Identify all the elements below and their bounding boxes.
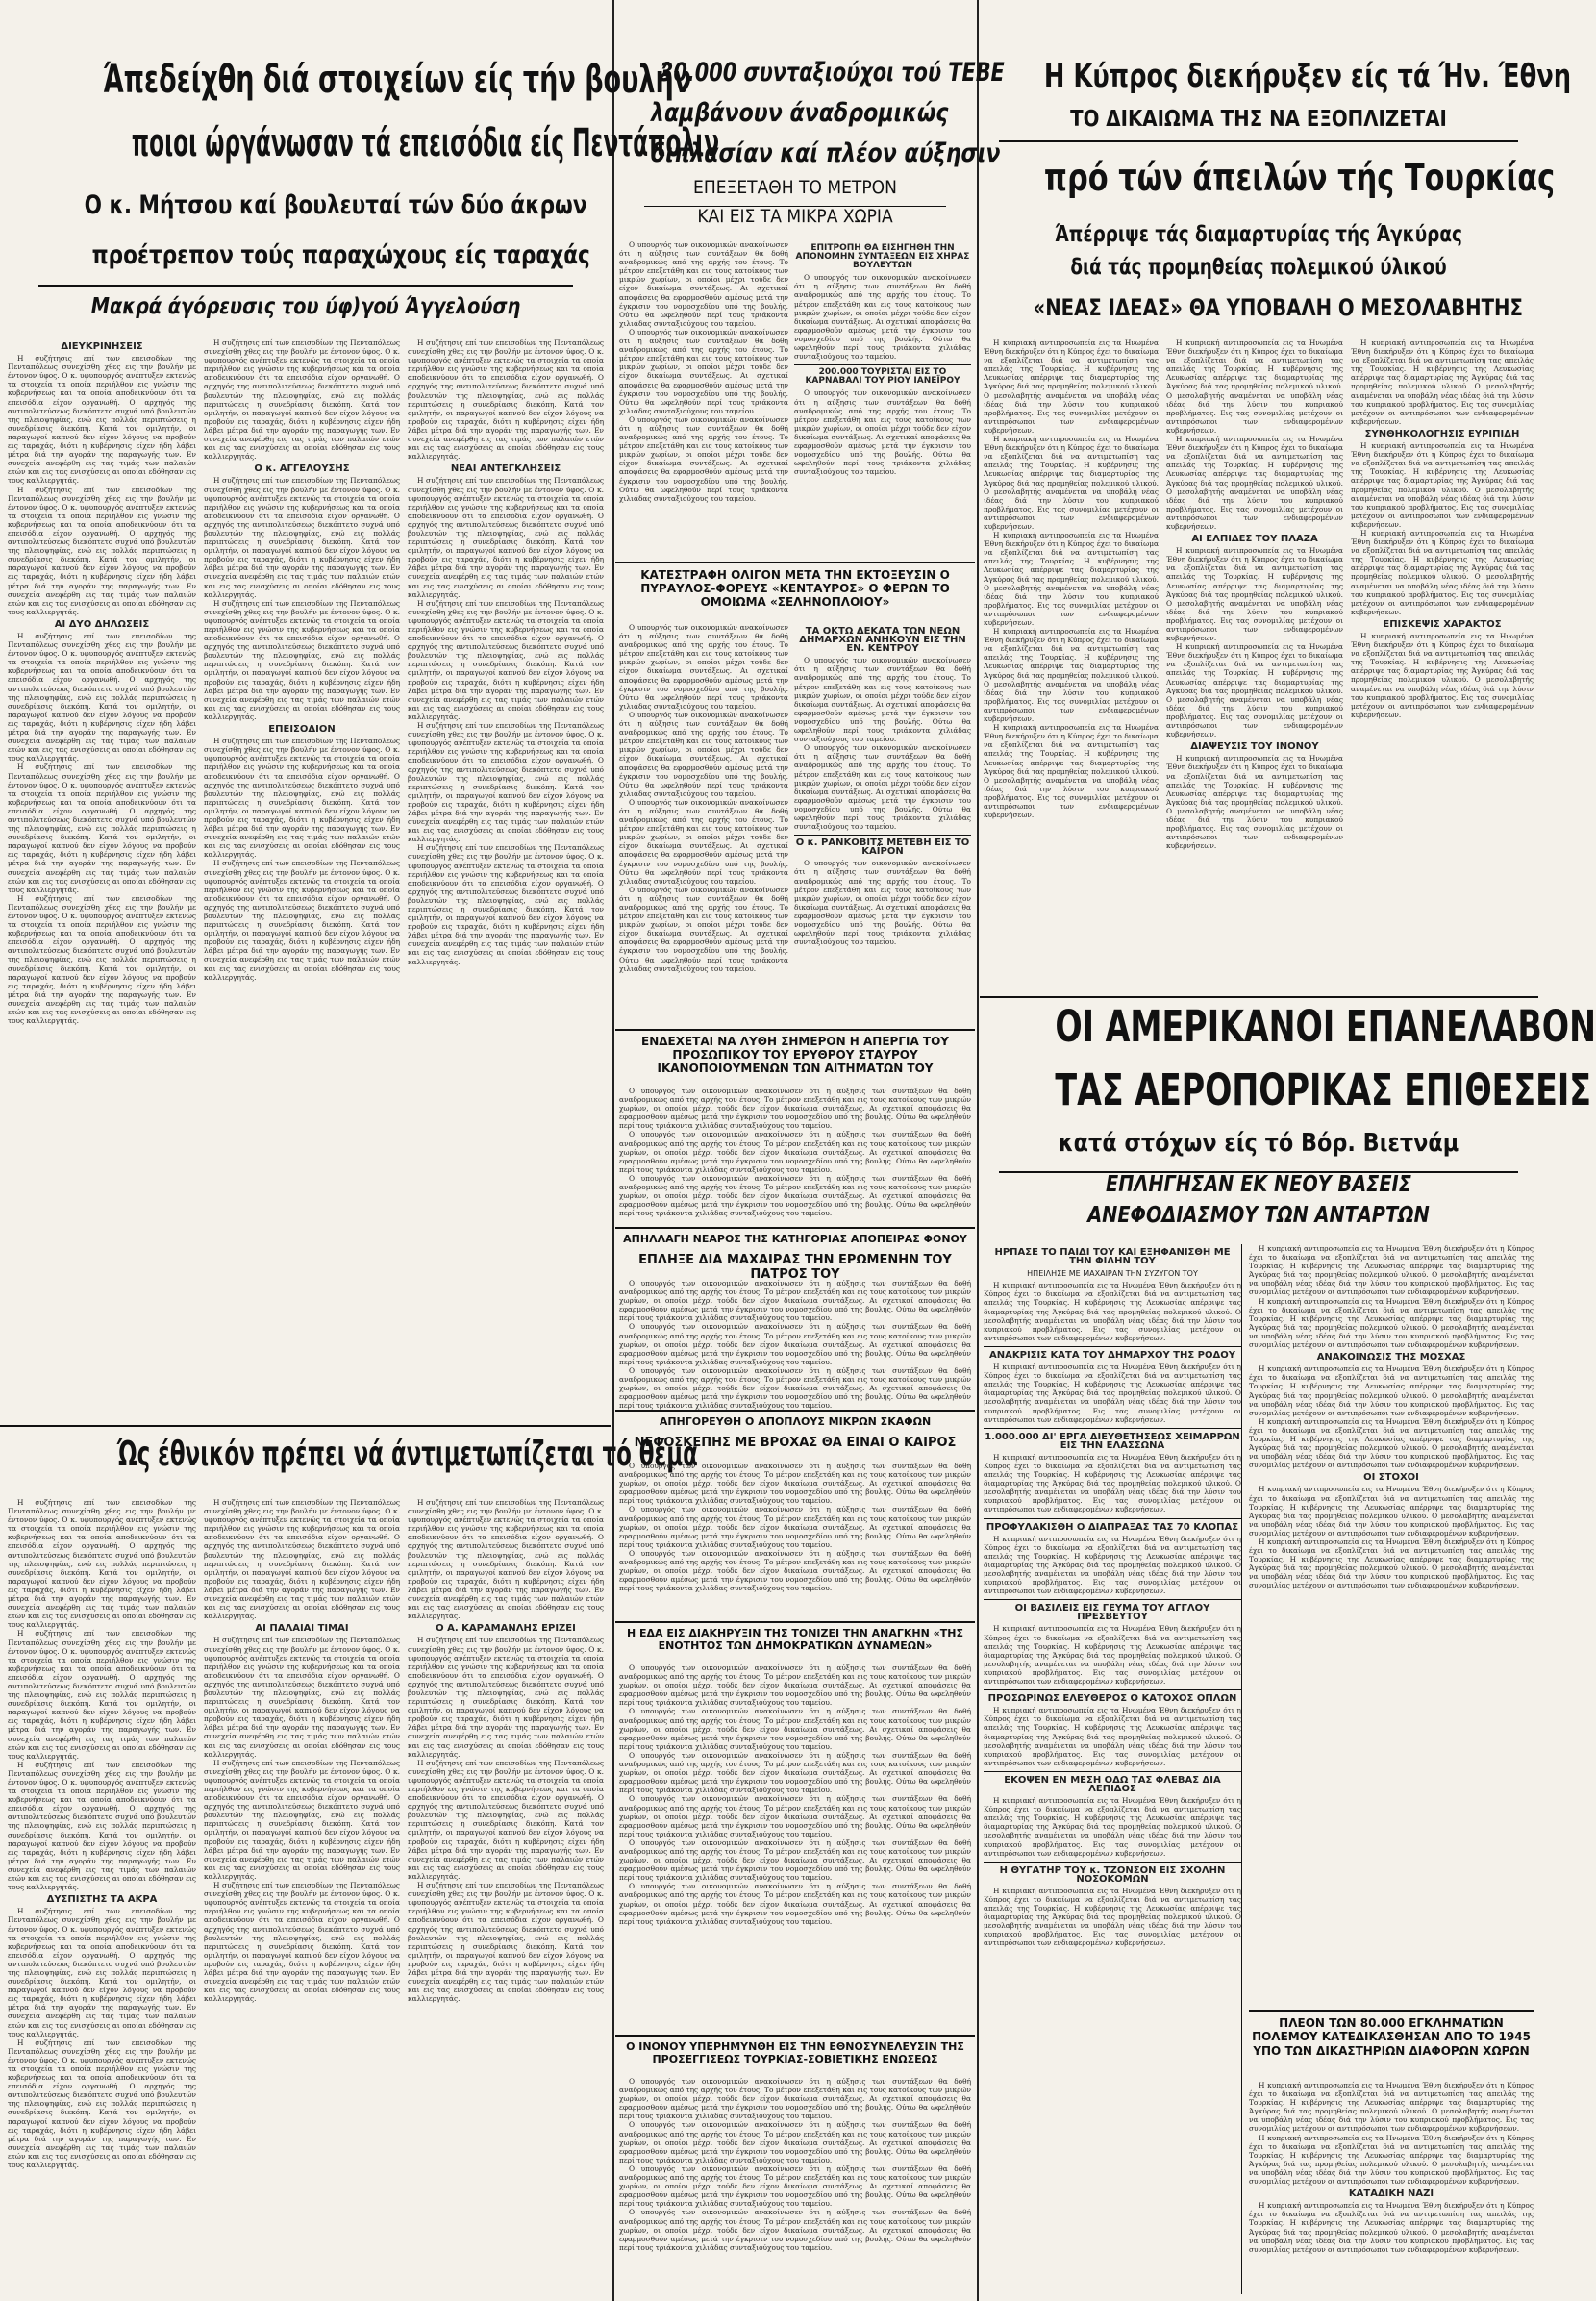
article-text: Η συζήτησις επί των επεισοδίων της Πενταπόλεως συνεχίσθη χθες εις την βουλήν με έντονον ύφος. Ο κ. υφυπουργός ανέπτυξεν εκτενώς τα στοιχεία τα οποία περιήλθον εις γνώσιν της κυβερνήσεως και τα οποία αποδεικνύουν ότι τα επεισόδια είχον οργανωθή. Ο αρχηγός της αντιπολιτεύσεως διεκόπτετο συχνά υπό βουλευτών της πλειοψηφίας, ενώ εις πολλάς περιπτώσεις η συνεδρίασις διεκόπη. Κατά τον ομιλητήν, οι παραγωγοί καπνού δεν είχον λόγους να προβούν εις ταραχάς, διότι η κυβέρνησις είχεν ήδη λάβει μέτρα διά την αγοράν της παραγωγής των. Εν συνεχεία ανεφέρθη εις τας τιμάς των παλαιών ετών και εις τας ενισχύσεις αι οποίαι εδόθησαν εις τους καλλιεργητάς. [408, 843, 604, 966]
article-text: Η συζήτησις επί των επεισοδίων της Πενταπόλεως συνεχίσθη χθες εις την βουλήν με έντονον ύφος. Ο κ. υφυπουργός ανέπτυξεν εκτενώς τα στοιχεία τα οποία περιήλθον εις γνώσιν της κυβερνήσεως και τα οποία αποδεικνύουν ότι τα επεισόδια είχον οργανωθή. Ο αρχηγός της αντιπολιτεύσεως διεκόπτετο συχνά υπό βουλευτών της πλειοψηφίας, ενώ εις πολλάς περιπτώσεις η συνεδρίασις διεκόπη. Κατά τον ομιλητήν, οι παραγωγοί καπνού δεν είχον λόγους να προβούν εις ταραχάς, διότι η κυβέρνησις είχεν ήδη λάβει μέτρα διά την αγοράν της παραγωγής των. Εν συνεχεία ανεφέρθη εις τας τιμάς των παλαιών ετών και εις τας ενισχύσεις αι οποίαι εδόθησαν εις τους καλλιεργητάς. [408, 1636, 604, 1759]
section-heading: ΣΥΝΘΗΚΟΛΟΓΗΣΙΣ ΕΥΡΙΠΙΔΗ [1364, 428, 1520, 439]
section-heading: ΕΠΙΣΚΕΨΙΣ ΧΑΡΑΚΤΟΣ [1383, 618, 1502, 630]
brief-headline: ΚΑΤΕΣΤΡΑΦΗ ΟΛΙΓΟΝ ΜΕΤΑ ΤΗΝ ΕΚΤΟΞΕΥΣΙΝ Ο ΠΥΡΑΥΛΟΣ-ΦΟΡΕΥΣ «ΚΕΝΤΑΥΡΟΣ» Ο ΦΕΡΩΝ ΤΟ ΟΜΟΙΩΜΑ «ΣΕΛΗΝΟΠΛΟΙΟΥ» [640, 568, 950, 609]
article-text: Η συζήτησις επί των επεισοδίων της Πενταπόλεως συνεχίσθη χθες εις την βουλήν με έντονον ύφος. Ο κ. υφυπουργός ανέπτυξεν εκτενώς τα στοιχεία τα οποία περιήλθον εις γνώσιν της κυβερνήσεως και τα οποία αποδεικνύουν ότι τα επεισόδια είχον οργανωθή. Ο αρχηγός της αντιπολιτεύσεως διεκόπτετο συχνά υπό βουλευτών της πλειοψηφίας, ενώ εις πολλάς περιπτώσεις η συνεδρίασις διεκόπη. Κατά τον ομιλητήν, οι παραγωγοί καπνού δεν είχον λόγους να προβούν εις ταραχάς, διότι η κυβέρνησις είχεν ήδη λάβει μέτρα διά την αγοράν της παραγωγής των. Εν συνεχεία ανεφέρθη εις τας τιμάς των παλαιών ετών και εις τας ενισχύσεις αι οποίαι εδόθησαν εις τους καλλιεργητάς. [408, 598, 604, 721]
article-text: Η συζήτησις επί των επεισοδίων της Πενταπόλεως συνεχίσθη χθες εις την βουλήν με έντονον ύφος. Ο κ. υφυπουργός ανέπτυξεν εκτενώς τα στοιχεία τα οποία περιήλθον εις γνώσιν της κυβερνήσεως και τα οποία αποδεικνύουν ότι τα επεισόδια είχον οργανωθή. Ο αρχηγός της αντιπολιτεύσεως διεκόπτετο συχνά υπό βουλευτών της πλειοψηφίας, ενώ εις πολλάς περιπτώσεις η συνεδρίασις διεκόπη. Κατά τον ομιλητήν, οι παραγωγοί καπνού δεν είχον λόγους να προβούν εις ταραχάς, διότι η κυβέρνησις είχεν ήδη λάβει μέτρα διά την αγοράν της παραγωγής των. Εν συνεχεία ανεφέρθη εις τας τιμάς των παλαιών ετών και εις τας ενισχύσεις αι οποίαι εδόθησαν εις τους καλλιεργητάς. [204, 737, 400, 860]
briefs-column [984, 1244, 1242, 2294]
article-text: Ο υπουργός των οικονομικών ανακοίνωσεν ότι η αύξησις των συντάξεων θα δοθή αναδρομικώς από της αρχής του έτους. Το μέτρον επεξετάθη και εις τους κατοίκους των μικρών χωρίων, οι οποίοι μέχρι τούδε δεν είχον δικαίωμα συντάξεως. Αι σχετικαί αποφάσεις θα εφαρμοσθούν αμέσως μετά την έγκρισιν του νομοσχεδίου υπό της βουλής. Ούτω θα ωφεληθούν περί τους τριάκοντα χιλιάδας συνταξιούχους του ταμείου. [619, 1173, 971, 1218]
article-text: Ο υπουργός των οικονομικών ανακοίνωσεν ότι η αύξησις των συντάξεων θα δοθή αναδρομικώς από της αρχής του έτους. Το μέτρον επεξετάθη και εις τους κατοίκους των μικρών χωρίων, οι οποίοι μέχρι τούδε δεν είχον δικαίωμα συντάξεως. Αι σχετικαί αποφάσεις θα εφαρμοσθούν αμέσως μετά την έγκρισιν του νομοσχεδίου υπό της βουλής. Ούτω θα ωφεληθούν περί τους τριάκοντα χιλιάδας συνταξιούχους του ταμείου. [619, 710, 788, 798]
headline-vietnam-4: ΕΠΛΗΓΗΣΑΝ ΕΚ ΝΕΟΥ ΒΑΣΕΙΣ [1106, 1172, 1411, 1197]
article-text: Η συζήτησις επί των επεισοδίων της Πενταπόλεως συνεχίσθη χθες εις την βουλήν με έντονον ύφος. Ο κ. υφυπουργός ανέπτυξεν εκτενώς τα στοιχεία τα οποία περιήλθον εις γνώσιν της κυβερνήσεως και τα οποία αποδεικνύουν ότι τα επεισόδια είχον οργανωθή. Ο αρχηγός της αντιπολιτεύσεως διεκόπτετο συχνά υπό βουλευτών της πλειοψηφίας, ενώ εις πολλάς περιπτώσεις η συνεδρίασις διεκόπη. Κατά τον ομιλητήν, οι παραγωγοί καπνού δεν είχον λόγους να προβούν εις ταραχάς, διότι η κυβέρνησις είχεν ήδη λάβει μέτρα διά την αγοράν της παραγωγής των. Εν συνεχεία ανεφέρθη εις τας τιμάς των παλαιών ετών και εις τας ενισχύσεις αι οποίαι εδόθησαν εις τους καλλιεργητάς. [204, 1881, 400, 2004]
headline-pension-2: λαμβάνουν άναδρομικώς [650, 98, 949, 128]
article-text: Η συζήτησις επί των επεισοδίων της Πενταπόλεως συνεχίσθη χθες εις την βουλήν με έντονον ύφος. Ο κ. υφυπουργός ανέπτυξεν εκτενώς τα στοιχεία τα οποία περιήλθον εις γνώσιν της κυβερνήσεως και τα οποία αποδεικνύουν ότι τα επεισόδια είχον οργανωθή. Ο αρχηγός της αντιπολιτεύσεως διεκόπτετο συχνά υπό βουλευτών της πλειοψηφίας, ενώ εις πολλάς περιπτώσεις η συνεδρίασις διεκόπη. Κατά τον ομιλητήν, οι παραγωγοί καπνού δεν είχον λόγους να προβούν εις ταραχάς, διότι η κυβέρνησις είχεν ήδη λάβει μέτρα διά την αγοράν της παραγωγής των. Εν συνεχεία ανεφέρθη εις τας τιμάς των παλαιών ετών και εις τας ενισχύσεις αι οποίαι εδόθησαν εις τους καλλιεργητάς. [8, 763, 196, 894]
article-text: Η συζήτησις επί των επεισοδίων της Πενταπόλεως συνεχίσθη χθες εις την βουλήν με έντονον ύφος. Ο κ. υφυπουργός ανέπτυξεν εκτενώς τα στοιχεία τα οποία περιήλθον εις γνώσιν της κυβερνήσεως και τα οποία αποδεικνύουν ότι τα επεισόδια είχον οργανωθή. Ο αρχηγός της αντιπολιτεύσεως διεκόπτετο συχνά υπό βουλευτών της πλειοψηφίας, ενώ εις πολλάς περιπτώσεις η συνεδρίασις διεκόπη. Κατά τον ομιλητήν, οι παραγωγοί καπνού δεν είχον λόγους να προβούν εις ταραχάς, διότι η κυβέρνησις είχεν ήδη λάβει μέτρα διά την αγοράν της παραγωγής των. Εν συνεχεία ανεφέρθη εις τας τιμάς των παλαιών ετών και εις τας ενισχύσεις αι οποίαι εδόθησαν εις τους καλλιεργητάς. [408, 721, 604, 844]
article-text: Ο υπουργός των οικονομικών ανακοίνωσεν ότι η αύξησις των συντάξεων θα δοθή αναδρομικώς από της αρχής του έτους. Το μέτρον επεξετάθη και εις τους κατοίκους των μικρών χωρίων, οι οποίοι μέχρι τούδε δεν είχον δικαίωμα συντάξεως. Αι σχετικαί αποφάσεις θα εφαρμοσθούν αμέσως μετά την έγκρισιν του νομοσχεδίου υπό της βουλής. Ούτω θα ωφεληθούν περί τους τριάκοντα χιλιάδας συνταξιούχους του ταμείου. [619, 1279, 971, 1323]
article-text: Η συζήτησις επί των επεισοδίων της Πενταπόλεως συνεχίσθη χθες εις την βουλήν με έντονον ύφος. Ο κ. υφυπουργός ανέπτυξεν εκτενώς τα στοιχεία τα οποία περιήλθον εις γνώσιν της κυβερνήσεως και τα οποία αποδεικνύουν ότι τα επεισόδια είχον οργανωθή. Ο αρχηγός της αντιπολιτεύσεως διεκόπτετο συχνά υπό βουλευτών της πλειοψηφίας, ενώ εις πολλάς περιπτώσεις η συνεδρίασις διεκόπη. Κατά τον ομιλητήν, οι παραγωγοί καπνού δεν είχον λόγους να προβούν εις ταραχάς, διότι η κυβέρνησις είχεν ήδη λάβει μέτρα διά την αγοράν της παραγωγής των. Εν συνεχεία ανεφέρθη εις τας τιμάς των παλαιών ετών και εις τας ενισχύσεις αι οποίαι εδόθησαν εις τους καλλιεργητάς. [8, 1498, 196, 1630]
article-text: Η συζήτησις επί των επεισοδίων της Πενταπόλεως συνεχίσθη χθες εις την βουλήν με έντονον ύφος. Ο κ. υφυπουργός ανέπτυξεν εκτενώς τα στοιχεία τα οποία περιήλθον εις γνώσιν της κυβερνήσεως και τα οποία αποδεικνύουν ότι τα επεισόδια είχον οργανωθή. Ο αρχηγός της αντιπολιτεύσεως διεκόπτετο συχνά υπό βουλευτών της πλειοψηφίας, ενώ εις πολλάς περιπτώσεις η συνεδρίασις διεκόπη. Κατά τον ομιλητήν, οι παραγωγοί καπνού δεν είχον λόγους να προβούν εις ταραχάς, διότι η κυβέρνησις είχεν ήδη λάβει μέτρα διά την αγοράν της παραγωγής των. Εν συνεχεία ανεφέρθη εις τας τιμάς των παλαιών ετών και εις τας ενισχύσεις αι οποίαι εδόθησαν εις τους καλλιεργητάς. [408, 1758, 604, 1881]
article-text: Η κυπριακή αντιπροσωπεία εις τα Ηνωμένα Έθνη διεκήρυξεν ότι η Κύπρος έχει το δικαίωμα να εξοπλίζεται διά να αντιμετωπίση τας απειλάς της Τουρκίας. Η κυβέρνησις της Λευκωσίας απέρριψε τας διαμαρτυρίας της Άγκύρας διά τας προμηθείας πολεμικού υλικού. Ο μεσολαβητής αναμένεται να υποβάλη νέας ιδέας διά την λύσιν του κυπριακού προβλήματος. Εις τας συνομιλίας μετέχουν οι αντιπρόσωποι των ενδιαφερομένων κυβερνήσεων. [984, 1534, 1241, 1596]
brief-heading: Ο κ. ΡΑΝΚΟΒΙΤΣ ΜΕΤΕΒΗ ΕΙΣ ΤΟ ΚΑΪΡΟΝ [794, 835, 971, 856]
article-column [204, 1498, 400, 2296]
section-heading: ΚΑΤΑΔΙΚΗ ΝΑΖΙ [1348, 2188, 1434, 2200]
article-text: Ο υπουργός των οικονομικών ανακοίνωσεν ότι η αύξησις των συντάξεων θα δοθή αναδρομικώς από της αρχής του έτους. Το μέτρον επεξετάθη και εις τους κατοίκους των μικρών χωρίων, οι οποίοι μέχρι τούδε δεν είχον δικαίωμα συντάξεως. Αι σχετικαί αποφάσεις θα εφαρμοσθούν αμέσως μετά την έγκρισιν του νομοσχεδίου υπό της βουλής. Ούτω θα ωφεληθούν περί τους τριάκοντα χιλιάδας συνταξιούχους του ταμείου. [619, 1838, 971, 1883]
article-text: Ο υπουργός των οικονομικών ανακοίνωσεν ότι η αύξησις των συντάξεων θα δοθή αναδρομικώς από της αρχής του έτους. Το μέτρον επεξετάθη και εις τους κατοίκους των μικρών χωρίων, οι οποίοι μέχρι τούδε δεν είχον δικαίωμα συντάξεως. Αι σχετικαί αποφάσεις θα εφαρμοσθούν αμέσως μετά την έγκρισιν του νομοσχεδίου υπό της βουλής. Ούτω θα ωφεληθούν περί τους τριάκοντα χιλιάδας συνταξιούχους του ταμείου. [619, 1794, 971, 1838]
headline-cyprus-3: πρό τών άπειλών τής Τουρκίας [1043, 157, 1556, 200]
article-text: Η κυπριακή αντιπροσωπεία εις τα Ηνωμένα Έθνη διεκήρυξεν ότι η Κύπρος έχει το δικαίωμα να εξοπλίζεται διά να αντιμετωπίση τας απειλάς της Τουρκίας. Η κυβέρνησις της Λευκωσίας απέρριψε τας διαμαρτυρίας της Άγκύρας διά τας προμηθείας πολεμικού υλικού. Ο μεσολαβητής αναμένεται να υποβάλη νέας ιδέας διά την λύσιν του κυπριακού προβλήματος. Εις τας συνομιλίας μετέχουν οι αντιπρόσωποι των ενδιαφερομένων κυβερνήσεων. [984, 435, 1159, 531]
article-text: Η συζήτησις επί των επεισοδίων της Πενταπόλεως συνεχίσθη χθες εις την βουλήν με έντονον ύφος. Ο κ. υφυπουργός ανέπτυξεν εκτενώς τα στοιχεία τα οποία περιήλθον εις γνώσιν της κυβερνήσεως και τα οποία αποδεικνύουν ότι τα επεισόδια είχον οργανωθή. Ο αρχηγός της αντιπολιτεύσεως διεκόπτετο συχνά υπό βουλευτών της πλειοψηφίας, ενώ εις πολλάς περιπτώσεις η συνεδρίασις διεκόπη. Κατά τον ομιλητήν, οι παραγωγοί καπνού δεν είχον λόγους να προβούν εις ταραχάς, διότι η κυβέρνησις είχεν ήδη λάβει μέτρα διά την αγοράν της παραγωγής των. Εν συνεχεία ανεφέρθη εις τας τιμάς των παλαιών ετών και εις τας ενισχύσεις αι οποίαι εδόθησαν εις τους καλλιεργητάς. [8, 485, 196, 616]
article-text: Ο υπουργός των οικονομικών ανακοίνωσεν ότι η αύξησις των συντάξεων θα δοθή αναδρομικώς από της αρχής του έτους. Το μέτρον επεξετάθη και εις τους κατοίκους των μικρών χωρίων, οι οποίοι μέχρι τούδε δεν είχον δικαίωμα συντάξεως. Αι σχετικαί αποφάσεις θα εφαρμοσθούν αμέσως μετά την έγκρισιν του νομοσχεδίου υπό της βουλής. Ούτω θα ωφεληθούν περί τους τριάκοντα χιλιάδας συνταξιούχους του ταμείου. [794, 388, 971, 477]
section-heading: Ο κ. ΑΓΓΕΛΟΥΣΗΣ [254, 463, 350, 475]
article-text: Η συζήτησις επί των επεισοδίων της Πενταπόλεως συνεχίσθη χθες εις την βουλήν με έντονον ύφος. Ο κ. υφυπουργός ανέπτυξεν εκτενώς τα στοιχεία τα οποία περιήλθον εις γνώσιν της κυβερνήσεως και τα οποία αποδεικνύουν ότι τα επεισόδια είχον οργανωθή. Ο αρχηγός της αντιπολιτεύσεως διεκόπτετο συχνά υπό βουλευτών της πλειοψηφίας, ενώ εις πολλάς περιπτώσεις η συνεδρίασις διεκόπη. Κατά τον ομιλητήν, οι παραγωγοί καπνού δεν είχον λόγους να προβούν εις ταραχάς, διότι η κυβέρνησις είχεν ήδη λάβει μέτρα διά την αγοράν της παραγωγής των. Εν συνεχεία ανεφέρθη εις τας τιμάς των παλαιών ετών και εις τας ενισχύσεις αι οποίαι εδόθησαν εις τους καλλιεργητάς. [408, 1881, 604, 2004]
brief-headline: Ο ΙΝΟΝΟΥ ΥΠΕΡΗΜΥΝΘΗ ΕΙΣ ΤΗΝ ΕΘΝΟΣΥΝΕΛΕΥΣΙΝ ΤΗΣ ΠΡΟΣΕΓΓΙΣΕΩΣ ΤΟΥΡΚΙΑΣ-ΣΟΒΙΕΤΙΚΗΣ ΕΝΩΣΕΩΣ [626, 2040, 964, 2065]
article-text: Η συζήτησις επί των επεισοδίων της Πενταπόλεως συνεχίσθη χθες εις την βουλήν με έντονον ύφος. Ο κ. υφυπουργός ανέπτυξεν εκτενώς τα στοιχεία τα οποία περιήλθον εις γνώσιν της κυβερνήσεως και τα οποία αποδεικνύουν ότι τα επεισόδια είχον οργανωθή. Ο αρχηγός της αντιπολιτεύσεως διεκόπτετο συχνά υπό βουλευτών της πλειοψηφίας, ενώ εις πολλάς περιπτώσεις η συνεδρίασις διεκόπη. Κατά τον ομιλητήν, οι παραγωγοί καπνού δεν είχον λόγους να προβούν εις ταραχάς, διότι η κυβέρνησις είχεν ήδη λάβει μέτρα διά την αγοράν της παραγωγής των. Εν συνεχεία ανεφέρθη εις τας τιμάς των παλαιών ετών και εις τας ενισχύσεις αι οποίαι εδόθησαν εις τους καλλιεργητάς. [204, 1758, 400, 1881]
headline-vietnam-2: ΤΑΣ ΑΕΡΟΠΟΡΙΚΑΣ ΕΠΙΘΕΣΕΙΣ [1055, 1064, 1592, 1115]
article-text: Ο υπουργός των οικονομικών ανακοίνωσεν ότι η αύξησις των συντάξεων θα δοθή αναδρομικώς από της αρχής του έτους. Το μέτρον επεξετάθη και εις τους κατοίκους των μικρών χωρίων, οι οποίοι μέχρι τούδε δεν είχον δικαίωμα συντάξεως. Αι σχετικαί αποφάσεις θα εφαρμοσθούν αμέσως μετά την έγκρισιν του νομοσχεδίου υπό της βουλής. Ούτω θα ωφεληθούν περί τους τριάκοντα χιλιάδας συνταξιούχους του ταμείου. [619, 1365, 971, 1411]
section-heading: ΑΙ ΔΥΟ ΔΗΛΩΣΕΙΣ [54, 618, 150, 630]
headline-section-2: Ώς έθνικόν πρέπει νά άντιμετωπίζεται τό θέμα [117, 1435, 698, 1474]
subheadline-2: προέτρεπον τούς παραχώχους είς ταραχάς [91, 240, 590, 270]
article-text: Ο υπουργός των οικονομικών ανακοίνωσεν ότι η αύξησις των συντάξεων θα δοθή αναδρομικώς από της αρχής του έτους. Το μέτρον επεξετάθη και εις τους κατοίκους των μικρών χωρίων, οι οποίοι μέχρι τούδε δεν είχον δικαίωμα συντάξεως. Αι σχετικαί αποφάσεις θα εφαρμοσθούν αμέσως μετά την έγκρισιν του νομοσχεδίου υπό της βουλής. Ούτω θα ωφεληθούν περί τους τριάκοντα χιλιάδας συνταξιούχους του ταμείου. [619, 2208, 971, 2252]
article-column [619, 623, 788, 1025]
brief-heading: ΕΚΟΨΕΝ ΕΝ ΜΕΣΗ ΟΔΩ ΤΑΣ ΦΛΕΒΑΣ ΔΙΑ ΛΕΠΙΔΟΣ [984, 1771, 1241, 1793]
headline-vietnam-5: ΑΝΕΦΟΔΙΑΣΜΟΥ ΤΩΝ ΑΝΤΑΡΤΩΝ [1087, 1203, 1430, 1228]
article-text: Η κυπριακή αντιπροσωπεία εις τα Ηνωμένα Έθνη διεκήρυξεν ότι η Κύπρος έχει το δικαίωμα να εξοπλίζεται διά να αντιμετωπίση τας απειλάς της Τουρκίας. Η κυβέρνησις της Λευκωσίας απέρριψε τας διαμαρτυρίας της Άγκύρας διά τας προμηθείας πολεμικού υλικού. Ο μεσολαβητής αναμένεται να υποβάλη νέας ιδέας διά την λύσιν του κυπριακού προβλήματος. Εις τας συνομιλίας μετέχουν οι αντιπρόσωποι των ενδιαφερομένων κυβερνήσεων. [1249, 2133, 1534, 2187]
article-text: Ο υπουργός των οικονομικών ανακοίνωσεν ότι η αύξησις των συντάξεων θα δοθή αναδρομικώς από της αρχής του έτους. Το μέτρον επεξετάθη και εις τους κατοίκους των μικρών χωρίων, οι οποίοι μέχρι τούδε δεν είχον δικαίωμα συντάξεως. Αι σχετικαί αποφάσεις θα εφαρμοσθούν αμέσως μετά την έγκρισιν του νομοσχεδίου υπό της βουλής. Ούτω θα ωφεληθούν περί τους τριάκοντα χιλιάδας συνταξιούχους του ταμείου. [619, 1462, 971, 1506]
headline-vietnam-3: κατά στόχων είς τό Βόρ. Βιετνάμ [1058, 1129, 1459, 1158]
headline-vietnam: ΟΙ ΑΜΕΡΙΚΑΝΟΙ ΕΠΑΝΕΛΑΒΟΝ [1055, 1001, 1596, 1052]
headline-cyprus-5: διά τάς προμηθείας πολεμικού ύλικού [1070, 255, 1447, 280]
article-text: Η συζήτησις επί των επεισοδίων της Πενταπόλεως συνεχίσθη χθες εις την βουλήν με έντονον ύφος. Ο κ. υφυπουργός ανέπτυξεν εκτενώς τα στοιχεία τα οποία περιήλθον εις γνώσιν της κυβερνήσεως και τα οποία αποδεικνύουν ότι τα επεισόδια είχον οργανωθή. Ο αρχηγός της αντιπολιτεύσεως διεκόπτετο συχνά υπό βουλευτών της πλειοψηφίας, ενώ εις πολλάς περιπτώσεις η συνεδρίασις διεκόπη. Κατά τον ομιλητήν, οι παραγωγοί καπνού δεν είχον λόγους να προβούν εις ταραχάς, διότι η κυβέρνησις είχεν ήδη λάβει μέτρα διά την αγοράν της παραγωγής των. Εν συνεχεία ανεφέρθη εις τας τιμάς των παλαιών ετών και εις τας ενισχύσεις αι οποίαι εδόθησαν εις τους καλλιεργητάς. [204, 859, 400, 982]
article-text: Η συζήτησις επί των επεισοδίων της Πενταπόλεως συνεχίσθη χθες εις την βουλήν με έντονον ύφος. Ο κ. υφυπουργός ανέπτυξεν εκτενώς τα στοιχεία τα οποία περιήλθον εις γνώσιν της κυβερνήσεως και τα οποία αποδεικνύουν ότι τα επεισόδια είχον οργανωθή. Ο αρχηγός της αντιπολιτεύσεως διεκόπτετο συχνά υπό βουλευτών της πλειοψηφίας, ενώ εις πολλάς περιπτώσεις η συνεδρίασις διεκόπη. Κατά τον ομιλητήν, οι παραγωγοί καπνού δεν είχον λόγους να προβούν εις ταραχάς, διότι η κυβέρνησις είχεν ήδη λάβει μέτρα διά την αγοράν της παραγωγής των. Εν συνεχεία ανεφέρθη εις τας τιμάς των παλαιών ετών και εις τας ενισχύσεις αι οποίαι εδόθησαν εις τους καλλιεργητάς. [8, 2038, 196, 2170]
middle-section [615, 0, 1005, 2301]
article-text: Ο υπουργός των οικονομικών ανακοίνωσεν ότι η αύξησις των συντάξεων θα δοθή αναδρομικώς από της αρχής του έτους. Το μέτρον επεξετάθη και εις τους κατοίκους των μικρών χωρίων, οι οποίοι μέχρι τούδε δεν είχον δικαίωμα συντάξεως. Αι σχετικαί αποφάσεις θα εφαρμοσθούν αμέσως μετά την έγκρισιν του νομοσχεδίου υπό της βουλής. Ούτω θα ωφεληθούν περί τους τριάκοντα χιλιάδας συνταξιούχους του ταμείου. [619, 1087, 971, 1131]
brief-heading: ΠΡΟΣΩΡΙΝΩΣ ΕΛΕΥΘΕΡΟΣ Ο ΚΑΤΟΧΟΣ ΟΠΛΩΝ [984, 1689, 1241, 1703]
article-text: Η κυπριακή αντιπροσωπεία εις τα Ηνωμένα Έθνη διεκήρυξεν ότι η Κύπρος έχει το δικαίωμα να εξοπλίζεται διά να αντιμετωπίση τας απειλάς της Τουρκίας. Η κυβέρνησις της Λευκωσίας απέρριψε τας διαμαρτυρίας της Άγκύρας διά τας προμηθείας πολεμικού υλικού. Ο μεσολαβητής αναμένεται να υποβάλη νέας ιδέας διά την λύσιν του κυπριακού προβλήματος. Εις τας συνομιλίας μετέχουν οι αντιπρόσωποι των ενδιαφερομένων κυβερνήσεων. [1166, 754, 1343, 851]
article-text: Η κυπριακή αντιπροσωπεία εις τα Ηνωμένα Έθνη διεκήρυξεν ότι η Κύπρος έχει το δικαίωμα να εξοπλίζεται διά να αντιμετωπίση τας απειλάς της Τουρκίας. Η κυβέρνησις της Λευκωσίας απέρριψε τας διαμαρτυρίας της Άγκύρας διά τας προμηθείας πολεμικού υλικού. Ο μεσολαβητής αναμένεται να υποβάλη νέας ιδέας διά την λύσιν του κυπριακού προβλήματος. Εις τας συνομιλίας μετέχουν οι αντιπρόσωποι των ενδιαφερομένων κυβερνήσεων. [1249, 1538, 1534, 1590]
article-text: Η κυπριακή αντιπροσωπεία εις τα Ηνωμένα Έθνη διεκήρυξεν ότι η Κύπρος έχει το δικαίωμα να εξοπλίζεται διά να αντιμετωπίση τας απειλάς της Τουρκίας. Η κυβέρνησις της Λευκωσίας απέρριψε τας διαμαρτυρίας της Άγκύρας διά τας προμηθείας πολεμικού υλικού. Ο μεσολαβητής αναμένεται να υποβάλη νέας ιδέας διά την λύσιν του κυπριακού προβλήματος. Εις τας συνομιλίας μετέχουν οι αντιπρόσωποι των ενδιαφερομένων κυβερνήσεων. [984, 338, 1159, 435]
brief-heading: ΠΡΟΦΥΛΑΚΙΣΘΗ Ο ΔΙΑΠΡΑΞΑΣ ΤΑΣ 70 ΚΛΟΠΑΣ [984, 1518, 1241, 1532]
article-column [1249, 2081, 1534, 2294]
article-text: Η κυπριακή αντιπροσωπεία εις τα Ηνωμένα Έθνη διεκήρυξεν ότι η Κύπρος έχει το δικαίωμα να εξοπλίζεται διά να αντιμετωπίση τας απειλάς της Τουρκίας. Η κυβέρνησις της Λευκωσίας απέρριψε τας διαμαρτυρίας της Άγκύρας διά τας προμηθείας πολεμικού υλικού. Ο μεσολαβητής αναμένεται να υποβάλη νέας ιδέας διά την λύσιν του κυπριακού προβλήματος. Εις τας συνομιλίας μετέχουν οι αντιπρόσωποι των ενδιαφερομένων κυβερνήσεων. [1249, 1296, 1534, 1350]
article-text: Η συζήτησις επί των επεισοδίων της Πενταπόλεως συνεχίσθη χθες εις την βουλήν με έντονον ύφος. Ο κ. υφυπουργός ανέπτυξεν εκτενώς τα στοιχεία τα οποία περιήλθον εις γνώσιν της κυβερνήσεως και τα οποία αποδεικνύουν ότι τα επεισόδια είχον οργανωθή. Ο αρχηγός της αντιπολιτεύσεως διεκόπτετο συχνά υπό βουλευτών της πλειοψηφίας, ενώ εις πολλάς περιπτώσεις η συνεδρίασις διεκόπη. Κατά τον ομιλητήν, οι παραγωγοί καπνού δεν είχον λόγους να προβούν εις ταραχάς, διότι η κυβέρνησις είχεν ήδη λάβει μέτρα διά την αγοράν της παραγωγής των. Εν συνεχεία ανεφέρθη εις τας τιμάς των παλαιών ετών και εις τας ενισχύσεις αι οποίαι εδόθησαν εις τους καλλιεργητάς. [8, 632, 196, 763]
section-heading: ΑΙ ΠΑΛΑΙΑΙ ΤΙΜΑΙ [255, 1623, 349, 1635]
article-text: Ο υπουργός των οικονομικών ανακοίνωσεν ότι η αύξησις των συντάξεων θα δοθή αναδρομικώς από της αρχής του έτους. Το μέτρον επεξετάθη και εις τους κατοίκους των μικρών χωρίων, οι οποίοι μέχρι τούδε δεν είχον δικαίωμα συντάξεως. Αι σχετικαί αποφάσεις θα εφαρμοσθούν αμέσως μετά την έγκρισιν του νομοσχεδίου υπό της βουλής. Ούτω θα ωφεληθούν περί τους τριάκοντα χιλιάδας συνταξιούχους του ταμείου. [619, 1750, 971, 1795]
brief-headline: ΕΝΔΕΧΕΤΑΙ ΝΑ ΛΥΘΗ ΣΗΜΕΡΟΝ Η ΑΠΕΡΓΙΑ ΤΟΥ ΠΡΟΣΩΠΙΚΟΥ ΤΟΥ ΕΡΥΘΡΟΥ ΣΤΑΥΡΟΥ ΙΚΑΝΟΠΟΙΟΥΜΕΝΩΝ ΤΩΝ ΑΙΤΗΜΑΤΩΝ ΤΟΥ [641, 1035, 949, 1075]
headline-cyprus-2: ΤΟ ΔΙΚΑΙΩΜΑ ΤΗΣ ΝΑ ΕΞΟΠΛΙΖΕΤΑΙ [1070, 107, 1447, 132]
brief-heading: ΕΠΙΤΡΟΠΗ ΘΑ ΕΙΣΗΓΗΘΗ ΤΗΝ ΑΠΟΝΟΜΗΝ ΣΥΝΤΑΞΕΩΝ ΕΙΣ ΧΗΡΑΣ ΒΟΥΛΕΥΤΩΝ [795, 243, 970, 271]
article-text-block [619, 1663, 971, 2029]
article-text: Η κυπριακή αντιπροσωπεία εις τα Ηνωμένα Έθνη διεκήρυξεν ότι η Κύπρος έχει το δικαίωμα να εξοπλίζεται διά να αντιμετωπίση τας απειλάς της Τουρκίας. Η κυβέρνησις της Λευκωσίας απέρριψε τας διαμαρτυρίας της Άγκύρας διά τας προμηθείας πολεμικού υλικού. Ο μεσολαβητής αναμένεται να υποβάλη νέας ιδέας διά την λύσιν του κυπριακού προβλήματος. Εις τας συνομιλίας μετέχουν οι αντιπρόσωποι των ενδιαφερομένων κυβερνήσεων. [984, 531, 1159, 627]
column-rule [977, 0, 979, 2301]
brief-headline: ΑΠΗΓΟΡΕΥΘΗ Ο ΑΠΟΠΛΟΥΣ ΜΙΚΡΩΝ ΣΚΑΦΩΝ [659, 1415, 932, 1428]
brief-headline: Η ΕΔΑ ΕΙΣ ΔΙΑΚΗΡΥΞΙΝ ΤΗΣ ΤΟΝΙΖΕΙ ΤΗΝ ΑΝΑΓΚΗΝ «ΤΗΣ ΕΝΟΤΗΤΟΣ ΤΩΝ ΔΗΜΟΚΡΑΤΙΚΩΝ ΔΥΝΑΜΕΩΝ» [626, 1627, 963, 1652]
article-column [8, 338, 196, 1406]
article-text: Η κυπριακή αντιπροσωπεία εις τα Ηνωμένα Έθνη διεκήρυξεν ότι η Κύπρος έχει το δικαίωμα να εξοπλίζεται διά να αντιμετωπίση τας απειλάς της Τουρκίας. Η κυβέρνησις της Λευκωσίας απέρριψε τας διαμαρτυρίας της Άγκύρας διά τας προμηθείας πολεμικού υλικού. Ο μεσολαβητής αναμένεται να υποβάλη νέας ιδέας διά την λύσιν του κυπριακού προβλήματος. Εις τας συνομιλίας μετέχουν οι αντιπρόσωποι των ενδιαφερομένων κυβερνήσεων. [984, 723, 1159, 820]
section-heading: ΟΙ ΣΤΟΧΟΙ [1363, 1472, 1419, 1484]
article-text: Η κυπριακή αντιπροσωπεία εις τα Ηνωμένα Έθνη διεκήρυξεν ότι η Κύπρος έχει το δικαίωμα να εξοπλίζεται διά να αντιμετωπίση τας απειλάς της Τουρκίας. Η κυβέρνησις της Λευκωσίας απέρριψε τας διαμαρτυρίας της Άγκύρας διά τας προμηθείας πολεμικού υλικού. Ο μεσολαβητής αναμένεται να υποβάλη νέας ιδέας διά την λύσιν του κυπριακού προβλήματος. Εις τας συνομιλίας μετέχουν οι αντιπρόσωποι των ενδιαφερομένων κυβερνήσεων. [1249, 1244, 1534, 1297]
article-text: Η κυπριακή αντιπροσωπεία εις τα Ηνωμένα Έθνη διεκήρυξεν ότι η Κύπρος έχει το δικαίωμα να εξοπλίζεται διά να αντιμετωπίση τας απειλάς της Τουρκίας. Η κυβέρνησις της Λευκωσίας απέρριψε τας διαμαρτυρίας της Άγκύρας διά τας προμηθείας πολεμικού υλικού. Ο μεσολαβητής αναμένεται να υποβάλη νέας ιδέας διά την λύσιν του κυπριακού προβλήματος. Εις τας συνομιλίας μετέχουν οι αντιπρόσωποι των ενδιαφερομένων κυβερνήσεων. [1249, 2081, 1534, 2134]
article-text-block [619, 1087, 971, 1223]
deck-line: ΕΠΕΞΕΤΑΘΗ ΤΟ ΜΕΤΡΟΝ [693, 177, 897, 198]
article-text: Η συζήτησις επί των επεισοδίων της Πενταπόλεως συνεχίσθη χθες εις την βουλήν με έντονον ύφος. Ο κ. υφυπουργός ανέπτυξεν εκτενώς τα στοιχεία τα οποία περιήλθον εις γνώσιν της κυβερνήσεως και τα οποία αποδεικνύουν ότι τα επεισόδια είχον οργανωθή. Ο αρχηγός της αντιπολιτεύσεως διεκόπτετο συχνά υπό βουλευτών της πλειοψηφίας, ενώ εις πολλάς περιπτώσεις η συνεδρίασις διεκόπη. Κατά τον ομιλητήν, οι παραγωγοί καπνού δεν είχον λόγους να προβούν εις ταραχάς, διότι η κυβέρνησις είχεν ήδη λάβει μέτρα διά την αγοράν της παραγωγής των. Εν συνεχεία ανεφέρθη εις τας τιμάς των παλαιών ετών και εις τας ενισχύσεις αι οποίαι εδόθησαν εις τους καλλιεργητάς. [408, 476, 604, 599]
article-text: Η κυπριακή αντιπροσωπεία εις τα Ηνωμένα Έθνη διεκήρυξεν ότι η Κύπρος έχει το δικαίωμα να εξοπλίζεται διά να αντιμετωπίση τας απειλάς της Τουρκίας. Η κυβέρνησις της Λευκωσίας απέρριψε τας διαμαρτυρίας της Άγκύρας διά τας προμηθείας πολεμικού υλικού. Ο μεσολαβητής αναμένεται να υποβάλη νέας ιδέας διά την λύσιν του κυπριακού προβλήματος. Εις τας συνομιλίας μετέχουν οι αντιπρόσωποι των ενδιαφερομένων κυβερνήσεων. [984, 1281, 1241, 1342]
article-text: Ο υπουργός των οικονομικών ανακοίνωσεν ότι η αύξησις των συντάξεων θα δοθή αναδρομικώς από της αρχής του έτους. Το μέτρον επεξετάθη και εις τους κατοίκους των μικρών χωρίων, οι οποίοι μέχρι τούδε δεν είχον δικαίωμα συντάξεως. Αι σχετικαί αποφάσεις θα εφαρμοσθούν αμέσως μετά την έγκρισιν του νομοσχεδίου υπό της βουλής. Ούτω θα ωφεληθούν περί τους τριάκοντα χιλιάδας συνταξιούχους του ταμείου. [794, 859, 971, 947]
section-heading: ΝΕΑΙ ΑΝΤΕΓΚΛΗΣΕΙΣ [450, 463, 561, 475]
article-text: Ο υπουργός των οικονομικών ανακοίνωσεν ότι η αύξησις των συντάξεων θα δοθή αναδρομικώς από της αρχής του έτους. Το μέτρον επεξετάθη και εις τους κατοίκους των μικρών χωρίων, οι οποίοι μέχρι τούδε δεν είχον δικαίωμα συντάξεως. Αι σχετικαί αποφάσεις θα εφαρμοσθούν αμέσως μετά την έγκρισιν του νομοσχεδίου υπό της βουλής. Ούτω θα ωφεληθούν περί τους τριάκοντα χιλιάδας συνταξιούχους του ταμείου. [619, 2120, 971, 2164]
article-text: Η συζήτησις επί των επεισοδίων της Πενταπόλεως συνεχίσθη χθες εις την βουλήν με έντονον ύφος. Ο κ. υφυπουργός ανέπτυξεν εκτενώς τα στοιχεία τα οποία περιήλθον εις γνώσιν της κυβερνήσεως και τα οποία αποδεικνύουν ότι τα επεισόδια είχον οργανωθή. Ο αρχηγός της αντιπολιτεύσεως διεκόπτετο συχνά υπό βουλευτών της πλειοψηφίας, ενώ εις πολλάς περιπτώσεις η συνεδρίασις διεκόπη. Κατά τον ομιλητήν, οι παραγωγοί καπνού δεν είχον λόγους να προβούν εις ταραχάς, διότι η κυβέρνησις είχεν ήδη λάβει μέτρα διά την αγοράν της παραγωγής των. Εν συνεχεία ανεφέρθη εις τας τιμάς των παλαιών ετών και εις τας ενισχύσεις αι οποίαι εδόθησαν εις τους καλλιεργητάς. [204, 1498, 400, 1621]
column-rule [612, 0, 614, 2301]
article-text: Η κυπριακή αντιπροσωπεία εις τα Ηνωμένα Έθνη διεκήρυξεν ότι η Κύπρος έχει το δικαίωμα να εξοπλίζεται διά να αντιμετωπίση τας απειλάς της Τουρκίας. Η κυβέρνησις της Λευκωσίας απέρριψε τας διαμαρτυρίας της Άγκύρας διά τας προμηθείας πολεμικού υλικού. Ο μεσολαβητής αναμένεται να υποβάλη νέας ιδέας διά την λύσιν του κυπριακού προβλήματος. Εις τας συνομιλίας μετέχουν οι αντιπρόσωποι των ενδιαφερομένων κυβερνήσεων. [1166, 435, 1343, 531]
article-text: Ο υπουργός των οικονομικών ανακοίνωσεν ότι η αύξησις των συντάξεων θα δοθή αναδρομικώς από της αρχής του έτους. Το μέτρον επεξετάθη και εις τους κατοίκους των μικρών χωρίων, οι οποίοι μέχρι τούδε δεν είχον δικαίωμα συντάξεως. Αι σχετικαί αποφάσεις θα εφαρμοσθούν αμέσως μετά την έγκρισιν του νομοσχεδίου υπό της βουλής. Ούτω θα ωφεληθούν περί τους τριάκοντα χιλιάδας συνταξιούχους του ταμείου. [619, 414, 788, 503]
section-heading: ΕΠΕΙΣΟΔΙΟΝ [268, 724, 336, 736]
article-text: Ο υπουργός των οικονομικών ανακοίνωσεν ότι η αύξησις των συντάξεων θα δοθή αναδρομικώς από της αρχής του έτους. Το μέτρον επεξετάθη και εις τους κατοίκους των μικρών χωρίων, οι οποίοι μέχρι τούδε δεν είχον δικαίωμα συντάξεως. Αι σχετικαί αποφάσεις θα εφαρμοσθούν αμέσως μετά την έγκρισιν του νομοσχεδίου υπό της βουλής. Ούτω θα ωφεληθούν περί τους τριάκοντα χιλιάδας συνταξιούχους του ταμείου. [619, 240, 788, 328]
brief-heading: ΟΙ ΒΑΣΙΛΕΙΣ ΕΙΣ ΓΕΥΜΑ ΤΟΥ ΑΓΓΛΟΥ ΠΡΕΣΒΕΥΤΟΥ [984, 1599, 1241, 1621]
article-text: Η κυπριακή αντιπροσωπεία εις τα Ηνωμένα Έθνη διεκήρυξεν ότι η Κύπρος έχει το δικαίωμα να εξοπλίζεται διά να αντιμετωπίση τας απειλάς της Τουρκίας. Η κυβέρνησις της Λευκωσίας απέρριψε τας διαμαρτυρίας της Άγκύρας διά τας προμηθείας πολεμικού υλικού. Ο μεσολαβητής αναμένεται να υποβάλη νέας ιδέας διά την λύσιν του κυπριακού προβλήματος. Εις τας συνομιλίας μετέχουν οι αντιπρόσωποι των ενδιαφερομένων κυβερνήσεων. [984, 1452, 1241, 1514]
article-column [408, 338, 604, 1406]
article-text: Ο υπουργός των οικονομικών ανακοίνωσεν ότι η αύξησις των συντάξεων θα δοθή αναδρομικώς από της αρχής του έτους. Το μέτρον επεξετάθη και εις τους κατοίκους των μικρών χωρίων, οι οποίοι μέχρι τούδε δεν είχον δικαίωμα συντάξεως. Αι σχετικαί αποφάσεις θα εφαρμοσθούν αμέσως μετά την έγκρισιν του νομοσχεδίου υπό της βουλής. Ούτω θα ωφεληθούν περί τους τριάκοντα χιλιάδας συνταξιούχους του ταμείου. [619, 623, 788, 711]
article-text: Ο υπουργός των οικονομικών ανακοίνωσεν ότι η αύξησις των συντάξεων θα δοθή αναδρομικώς από της αρχής του έτους. Το μέτρον επεξετάθη και εις τους κατοίκους των μικρών χωρίων, οι οποίοι μέχρι τούδε δεν είχον δικαίωμα συντάξεως. Αι σχετικαί αποφάσεις θα εφαρμοσθούν αμέσως μετά την έγκρισιν του νομοσχεδίου υπό της βουλής. Ούτω θα ωφεληθούν περί τους τριάκοντα χιλιάδας συνταξιούχους του ταμείου. [794, 743, 971, 832]
article-text: Η συζήτησις επί των επεισοδίων της Πενταπόλεως συνεχίσθη χθες εις την βουλήν με έντονον ύφος. Ο κ. υφυπουργός ανέπτυξεν εκτενώς τα στοιχεία τα οποία περιήλθον εις γνώσιν της κυβερνήσεως και τα οποία αποδεικνύουν ότι τα επεισόδια είχον οργανωθή. Ο αρχηγός της αντιπολιτεύσεως διεκόπτετο συχνά υπό βουλευτών της πλειοψηφίας, ενώ εις πολλάς περιπτώσεις η συνεδρίασις διεκόπη. Κατά τον ομιλητήν, οι παραγωγοί καπνού δεν είχον λόγους να προβούν εις ταραχάς, διότι η κυβέρνησις είχεν ήδη λάβει μέτρα διά την αγοράν της παραγωγής των. Εν συνεχεία ανεφέρθη εις τας τιμάς των παλαιών ετών και εις τας ενισχύσεις αι οποίαι εδόθησαν εις τους καλλιεργητάς. [408, 1498, 604, 1621]
article-text: Η κυπριακή αντιπροσωπεία εις τα Ηνωμένα Έθνη διεκήρυξεν ότι η Κύπρος έχει το δικαίωμα να εξοπλίζεται διά να αντιμετωπίση τας απειλάς της Τουρκίας. Η κυβέρνησις της Λευκωσίας απέρριψε τας διαμαρτυρίας της Άγκύρας διά τας προμηθείας πολεμικού υλικού. Ο μεσολαβητής αναμένεται να υποβάλη νέας ιδέας διά την λύσιν του κυπριακού προβλήματος. Εις τας συνομιλίας μετέχουν οι αντιπρόσωποι των ενδιαφερομένων κυβερνήσεων. [984, 1796, 1241, 1858]
article-text: Ο υπουργός των οικονομικών ανακοίνωσεν ότι η αύξησις των συντάξεων θα δοθή αναδρομικώς από της αρχής του έτους. Το μέτρον επεξετάθη και εις τους κατοίκους των μικρών χωρίων, οι οποίοι μέχρι τούδε δεν είχον δικαίωμα συντάξεως. Αι σχετικαί αποφάσεις θα εφαρμοσθούν αμέσως μετά την έγκρισιν του νομοσχεδίου υπό της βουλής. Ούτω θα ωφεληθούν περί τους τριάκοντα χιλιάδας συνταξιούχους του ταμείου. [794, 273, 971, 362]
article-text: Ο υπουργός των οικονομικών ανακοίνωσεν ότι η αύξησις των συντάξεων θα δοθή αναδρομικώς από της αρχής του έτους. Το μέτρον επεξετάθη και εις τους κατοίκους των μικρών χωρίων, οι οποίοι μέχρι τούδε δεν είχον δικαίωμα συντάξεως. Αι σχετικαί αποφάσεις θα εφαρμοσθούν αμέσως μετά την έγκρισιν του νομοσχεδίου υπό της βουλής. Ούτω θα ωφεληθούν περί τους τριάκοντα χιλιάδας συνταξιούχους του ταμείου. [619, 1505, 971, 1549]
section-heading: ΑΙ ΕΛΠΙΔΕΣ ΤΟΥ ΠΛΑΖΑ [1191, 534, 1318, 545]
article-column [794, 240, 971, 558]
article-text: Ο υπουργός των οικονομικών ανακοίνωσεν ότι η αύξησις των συντάξεων θα δοθή αναδρομικώς από της αρχής του έτους. Το μέτρον επεξετάθη και εις τους κατοίκους των μικρών χωρίων, οι οποίοι μέχρι τούδε δεν είχον δικαίωμα συντάξεως. Αι σχετικαί αποφάσεις θα εφαρμοσθούν αμέσως μετά την έγκρισιν του νομοσχεδίου υπό της βουλής. Ούτω θα ωφεληθούν περί τους τριάκοντα χιλιάδας συνταξιούχους του ταμείου. [619, 1707, 971, 1751]
right-section [980, 0, 1596, 2301]
article-column [619, 240, 788, 558]
article-column [1351, 338, 1534, 992]
article-text: Η κυπριακή αντιπροσωπεία εις τα Ηνωμένα Έθνη διεκήρυξεν ότι η Κύπρος έχει το δικαίωμα να εξοπλίζεται διά να αντιμετωπίση τας απειλάς της Τουρκίας. Η κυβέρνησις της Λευκωσίας απέρριψε τας διαμαρτυρίας της Άγκύρας διά τας προμηθείας πολεμικού υλικού. Ο μεσολαβητής αναμένεται να υποβάλη νέας ιδέας διά την λύσιν του κυπριακού προβλήματος. Εις τας συνομιλίας μετέχουν οι αντιπρόσωποι των ενδιαφερομένων κυβερνήσεων. [1249, 2201, 1534, 2254]
article-text: Η κυπριακή αντιπροσωπεία εις τα Ηνωμένα Έθνη διεκήρυξεν ότι η Κύπρος έχει το δικαίωμα να εξοπλίζεται διά να αντιμετωπίση τας απειλάς της Τουρκίας. Η κυβέρνησις της Λευκωσίας απέρριψε τας διαμαρτυρίας της Άγκύρας διά τας προμηθείας πολεμικού υλικού. Ο μεσολαβητής αναμένεται να υποβάλη νέας ιδέας διά την λύσιν του κυπριακού προβλήματος. Εις τας συνομιλίας μετέχουν οι αντιπρόσωποι των ενδιαφερομένων κυβερνήσεων. [1166, 642, 1343, 739]
headline-cyprus: Η Κύπρος διεκήρυξεν είς τά Ήν. Έθνη [1043, 57, 1572, 94]
article-text: Ο υπουργός των οικονομικών ανακοίνωσεν ότι η αύξησις των συντάξεων θα δοθή αναδρομικώς από της αρχής του έτους. Το μέτρον επεξετάθη και εις τους κατοίκους των μικρών χωρίων, οι οποίοι μέχρι τούδε δεν είχον δικαίωμα συντάξεως. Αι σχετικαί αποφάσεις θα εφαρμοσθούν αμέσως μετά την έγκρισιν του νομοσχεδίου υπό της βουλής. Ούτω θα ωφεληθούν περί τους τριάκοντα χιλιάδας συνταξιούχους του ταμείου. [619, 885, 788, 973]
deck-headline: Μακρά άγόρευσις του ύφ)γού Άγγελούση [90, 294, 521, 319]
subheadline: Ο κ. Μήτσου καί βουλευταί τών δύο άκρων [84, 190, 587, 220]
article-text: Ο υπουργός των οικονομικών ανακοίνωσεν ότι η αύξησις των συντάξεων θα δοθή αναδρομικώς από της αρχής του έτους. Το μέτρον επεξετάθη και εις τους κατοίκους των μικρών χωρίων, οι οποίοι μέχρι τούδε δεν είχον δικαίωμα συντάξεως. Αι σχετικαί αποφάσεις θα εφαρμοσθούν αμέσως μετά την έγκρισιν του νομοσχεδίου υπό της βουλής. Ούτω θα ωφεληθούν περί τους τριάκοντα χιλιάδας συνταξιούχους του ταμείου. [619, 1663, 971, 1708]
section-heading: ΔΙΕΥΚΡΙΝΗΣΕΙΣ [61, 341, 143, 352]
article-column [408, 1498, 604, 2296]
article-text: Η συζήτησις επί των επεισοδίων της Πενταπόλεως συνεχίσθη χθες εις την βουλήν με έντονον ύφος. Ο κ. υφυπουργός ανέπτυξεν εκτενώς τα στοιχεία τα οποία περιήλθον εις γνώσιν της κυβερνήσεως και τα οποία αποδεικνύουν ότι τα επεισόδια είχον οργανωθή. Ο αρχηγός της αντιπολιτεύσεως διεκόπτετο συχνά υπό βουλευτών της πλειοψηφίας, ενώ εις πολλάς περιπτώσεις η συνεδρίασις διεκόπη. Κατά τον ομιλητήν, οι παραγωγοί καπνού δεν είχον λόγους να προβούν εις ταραχάς, διότι η κυβέρνησις είχεν ήδη λάβει μέτρα διά την αγοράν της παραγωγής των. Εν συνεχεία ανεφέρθη εις τας τιμάς των παλαιών ετών και εις τας ενισχύσεις αι οποίαι εδόθησαν εις τους καλλιεργητάς. [204, 598, 400, 721]
article-column [984, 338, 1159, 992]
article-text: Η συζήτησις επί των επεισοδίων της Πενταπόλεως συνεχίσθη χθες εις την βουλήν με έντονον ύφος. Ο κ. υφυπουργός ανέπτυξεν εκτενώς τα στοιχεία τα οποία περιήλθον εις γνώσιν της κυβερνήσεως και τα οποία αποδεικνύουν ότι τα επεισόδια είχον οργανωθή. Ο αρχηγός της αντιπολιτεύσεως διεκόπτετο συχνά υπό βουλευτών της πλειοψηφίας, ενώ εις πολλάς περιπτώσεις η συνεδρίασις διεκόπη. Κατά τον ομιλητήν, οι παραγωγοί καπνού δεν είχον λόγους να προβούν εις ταραχάς, διότι η κυβέρνησις είχεν ήδη λάβει μέτρα διά την αγοράν της παραγωγής των. Εν συνεχεία ανεφέρθη εις τας τιμάς των παλαιών ετών και εις τας ενισχύσεις αι οποίαι εδόθησαν εις τους καλλιεργητάς. [8, 1907, 196, 2038]
article-text: Η κυπριακή αντιπροσωπεία εις τα Ηνωμένα Έθνη διεκήρυξεν ότι η Κύπρος έχει το δικαίωμα να εξοπλίζεται διά να αντιμετωπίση τας απειλάς της Τουρκίας. Η κυβέρνησις της Λευκωσίας απέρριψε τας διαμαρτυρίας της Άγκύρας διά τας προμηθείας πολεμικού υλικού. Ο μεσολαβητής αναμένεται να υποβάλη νέας ιδέας διά την λύσιν του κυπριακού προβλήματος. Εις τας συνομιλίας μετέχουν οι αντιπρόσωποι των ενδιαφερομένων κυβερνήσεων. [984, 1363, 1241, 1424]
section-heading: Ο Α. ΚΑΡΑΜΑΝΛΗΣ ΕΡΙΖΕΙ [436, 1623, 576, 1635]
article-text: Ο υπουργός των οικονομικών ανακοίνωσεν ότι η αύξησις των συντάξεων θα δοθή αναδρομικώς από της αρχής του έτους. Το μέτρον επεξετάθη και εις τους κατοίκους των μικρών χωρίων, οι οποίοι μέχρι τούδε δεν είχον δικαίωμα συντάξεως. Αι σχετικαί αποφάσεις θα εφαρμοσθούν αμέσως μετά την έγκρισιν του νομοσχεδίου υπό της βουλής. Ούτω θα ωφεληθούν περί τους τριάκοντα χιλιάδας συνταξιούχους του ταμείου. [619, 1548, 971, 1593]
article-text: Η κυπριακή αντιπροσωπεία εις τα Ηνωμένα Έθνη διεκήρυξεν ότι η Κύπρος έχει το δικαίωμα να εξοπλίζεται διά να αντιμετωπίση τας απειλάς της Τουρκίας. Η κυβέρνησις της Λευκωσίας απέρριψε τας διαμαρτυρίας της Άγκύρας διά τας προμηθείας πολεμικού υλικού. Ο μεσολαβητής αναμένεται να υποβάλη νέας ιδέας διά την λύσιν του κυπριακού προβλήματος. Εις τας συνομιλίας μετέχουν οι αντιπρόσωποι των ενδιαφερομένων κυβερνήσεων. [1249, 1364, 1534, 1417]
article-column [794, 623, 971, 1025]
article-text: Η κυπριακή αντιπροσωπεία εις τα Ηνωμένα Έθνη διεκήρυξεν ότι η Κύπρος έχει το δικαίωμα να εξοπλίζεται διά να αντιμετωπίση τας απειλάς της Τουρκίας. Η κυβέρνησις της Λευκωσίας απέρριψε τας διαμαρτυρίας της Άγκύρας διά τας προμηθείας πολεμικού υλικού. Ο μεσολαβητής αναμένεται να υποβάλη νέας ιδέας διά την λύσιν του κυπριακού προβλήματος. Εις τας συνομιλίας μετέχουν οι αντιπρόσωποι των ενδιαφερομένων κυβερνήσεων. [1166, 546, 1343, 643]
article-text: Ο υπουργός των οικονομικών ανακοίνωσεν ότι η αύξησις των συντάξεων θα δοθή αναδρομικώς από της αρχής του έτους. Το μέτρον επεξετάθη και εις τους κατοίκους των μικρών χωρίων, οι οποίοι μέχρι τούδε δεν είχον δικαίωμα συντάξεως. Αι σχετικαί αποφάσεις θα εφαρμοσθούν αμέσως μετά την έγκρισιν του νομοσχεδίου υπό της βουλής. Ούτω θα ωφεληθούν περί τους τριάκοντα χιλιάδας συνταξιούχους του ταμείου. [794, 656, 971, 744]
article-text: Η συζήτησις επί των επεισοδίων της Πενταπόλεως συνεχίσθη χθες εις την βουλήν με έντονον ύφος. Ο κ. υφυπουργός ανέπτυξεν εκτενώς τα στοιχεία τα οποία περιήλθον εις γνώσιν της κυβερνήσεως και τα οποία αποδεικνύουν ότι τα επεισόδια είχον οργανωθή. Ο αρχηγός της αντιπολιτεύσεως διεκόπτετο συχνά υπό βουλευτών της πλειοψηφίας, ενώ εις πολλάς περιπτώσεις η συνεδρίασις διεκόπη. Κατά τον ομιλητήν, οι παραγωγοί καπνού δεν είχον λόγους να προβούν εις ταραχάς, διότι η κυβέρνησις είχεν ήδη λάβει μέτρα διά την αγοράν της παραγωγής των. Εν συνεχεία ανεφέρθη εις τας τιμάς των παλαιών ετών και εις τας ενισχύσεις αι οποίαι εδόθησαν εις τους καλλιεργητάς. [408, 338, 604, 462]
section-heading: ΔΥΣΠΙΣΤΗΣ ΤΑ ΑΚΡΑ [46, 1894, 158, 1906]
article-text: Η κυπριακή αντιπροσωπεία εις τα Ηνωμένα Έθνη διεκήρυξεν ότι η Κύπρος έχει το δικαίωμα να εξοπλίζεται διά να αντιμετωπίση τας απειλάς της Τουρκίας. Η κυβέρνησις της Λευκωσίας απέρριψε τας διαμαρτυρίας της Άγκύρας διά τας προμηθείας πολεμικού υλικού. Ο μεσολαβητής αναμένεται να υποβάλη νέας ιδέας διά την λύσιν του κυπριακού προβλήματος. Εις τας συνομιλίας μετέχουν οι αντιπρόσωποι των ενδιαφερομένων κυβερνήσεων. [1351, 632, 1534, 719]
article-text: Η κυπριακή αντιπροσωπεία εις τα Ηνωμένα Έθνη διεκήρυξεν ότι η Κύπρος έχει το δικαίωμα να εξοπλίζεται διά να αντιμετωπίση τας απειλάς της Τουρκίας. Η κυβέρνησις της Λευκωσίας απέρριψε τας διαμαρτυρίας της Άγκύρας διά τας προμηθείας πολεμικού υλικού. Ο μεσολαβητής αναμένεται να υποβάλη νέας ιδέας διά την λύσιν του κυπριακού προβλήματος. Εις τας συνομιλίας μετέχουν οι αντιπρόσωποι των ενδιαφερομένων κυβερνήσεων. [1351, 528, 1534, 616]
article-text: Η κυπριακή αντιπροσωπεία εις τα Ηνωμένα Έθνη διεκήρυξεν ότι η Κύπρος έχει το δικαίωμα να εξοπλίζεται διά να αντιμετωπίση τας απειλάς της Τουρκίας. Η κυβέρνησις της Λευκωσίας απέρριψε τας διαμαρτυρίας της Άγκύρας διά τας προμηθείας πολεμικού υλικού. Ο μεσολαβητής αναμένεται να υποβάλη νέας ιδέας διά την λύσιν του κυπριακού προβλήματος. Εις τας συνομιλίας μετέχουν οι αντιπρόσωποι των ενδιαφερομένων κυβερνήσεων. [984, 1706, 1241, 1767]
brief-heading: 1.000.000 ΔΙ' ΕΡΓΑ ΔΙΕΥΘΕΤΗΣΕΩΣ ΧΕΙΜΑΡΡΩΝ ΕΙΣ ΤΗΝ ΕΛΑΣΣΩΝΑ [984, 1428, 1241, 1450]
brief-heading: ΗΡΠΑΣΕ ΤΟ ΠΑΙΔΙ ΤΟΥ ΚΑΙ ΕΞΗΦΑΝΙΣΘΗ ΜΕ ΤΗΝ ΦΙΛΗΝ ΤΟΥ [994, 1247, 1231, 1267]
article-text: Ο υπουργός των οικονομικών ανακοίνωσεν ότι η αύξησις των συντάξεων θα δοθή αναδρομικώς από της αρχής του έτους. Το μέτρον επεξετάθη και εις τους κατοίκους των μικρών χωρίων, οι οποίοι μέχρι τούδε δεν είχον δικαίωμα συντάξεως. Αι σχετικαί αποφάσεις θα εφαρμοσθούν αμέσως μετά την έγκρισιν του νομοσχεδίου υπό της βουλής. Ούτω θα ωφεληθούν περί τους τριάκοντα χιλιάδας συνταξιούχους του ταμείου. [619, 1882, 971, 1926]
article-text: Ο υπουργός των οικονομικών ανακοίνωσεν ότι η αύξησις των συντάξεων θα δοθή αναδρομικώς από της αρχής του έτους. Το μέτρον επεξετάθη και εις τους κατοίκους των μικρών χωρίων, οι οποίοι μέχρι τούδε δεν είχον δικαίωμα συντάξεως. Αι σχετικαί αποφάσεις θα εφαρμοσθούν αμέσως μετά την έγκρισιν του νομοσχεδίου υπό της βουλής. Ούτω θα ωφεληθούν περί τους τριάκοντα χιλιάδας συνταξιούχους του ταμείου. [619, 797, 788, 886]
article-text: Ο υπουργός των οικονομικών ανακοίνωσεν ότι η αύξησις των συντάξεων θα δοθή αναδρομικώς από της αρχής του έτους. Το μέτρον επεξετάθη και εις τους κατοίκους των μικρών χωρίων, οι οποίοι μέχρι τούδε δεν είχον δικαίωμα συντάξεως. Αι σχετικαί αποφάσεις θα εφαρμοσθούν αμέσως μετά την έγκρισιν του νομοσχεδίου υπό της βουλής. Ούτω θα ωφεληθούν περί τους τριάκοντα χιλιάδας συνταξιούχους του ταμείου. [619, 1130, 971, 1174]
article-text: Η κυπριακή αντιπροσωπεία εις τα Ηνωμένα Έθνη διεκήρυξεν ότι η Κύπρος έχει το δικαίωμα να εξοπλίζεται διά να αντιμετωπίση τας απειλάς της Τουρκίας. Η κυβέρνησις της Λευκωσίας απέρριψε τας διαμαρτυρίας της Άγκύρας διά τας προμηθείας πολεμικού υλικού. Ο μεσολαβητής αναμένεται να υποβάλη νέας ιδέας διά την λύσιν του κυπριακού προβλήματος. Εις τας συνομιλίας μετέχουν οι αντιπρόσωποι των ενδιαφερομένων κυβερνήσεων. [1351, 338, 1534, 426]
article-text: Η κυπριακή αντιπροσωπεία εις τα Ηνωμένα Έθνη διεκήρυξεν ότι η Κύπρος έχει το δικαίωμα να εξοπλίζεται διά να αντιμετωπίση τας απειλάς της Τουρκίας. Η κυβέρνησις της Λευκωσίας απέρριψε τας διαμαρτυρίας της Άγκύρας διά τας προμηθείας πολεμικού υλικού. Ο μεσολαβητής αναμένεται να υποβάλη νέας ιδέας διά την λύσιν του κυπριακού προβλήματος. Εις τας συνομιλίας μετέχουν οι αντιπρόσωποι των ενδιαφερομένων κυβερνήσεων. [984, 1624, 1241, 1687]
article-text-block [619, 2077, 971, 2294]
article-text: Ο υπουργός των οικονομικών ανακοίνωσεν ότι η αύξησις των συντάξεων θα δοθή αναδρομικώς από της αρχής του έτους. Το μέτρον επεξετάθη και εις τους κατοίκους των μικρών χωρίων, οι οποίοι μέχρι τούδε δεν είχον δικαίωμα συντάξεως. Αι σχετικαί αποφάσεις θα εφαρμοσθούν αμέσως μετά την έγκρισιν του νομοσχεδίου υπό της βουλής. Ούτω θα ωφεληθούν περί τους τριάκοντα χιλιάδας συνταξιούχους του ταμείου. [619, 2163, 971, 2209]
article-text: Η κυπριακή αντιπροσωπεία εις τα Ηνωμένα Έθνη διεκήρυξεν ότι η Κύπρος έχει το δικαίωμα να εξοπλίζεται διά να αντιμετωπίση τας απειλάς της Τουρκίας. Η κυβέρνησις της Λευκωσίας απέρριψε τας διαμαρτυρίας της Άγκύρας διά τας προμηθείας πολεμικού υλικού. Ο μεσολαβητής αναμένεται να υποβάλη νέας ιδέας διά την λύσιν του κυπριακού προβλήματος. Εις τας συνομιλίας μετέχουν οι αντιπρόσωποι των ενδιαφερομένων κυβερνήσεων. [1249, 1485, 1534, 1538]
article-text: Η συζήτησις επί των επεισοδίων της Πενταπόλεως συνεχίσθη χθες εις την βουλήν με έντονον ύφος. Ο κ. υφυπουργός ανέπτυξεν εκτενώς τα στοιχεία τα οποία περιήλθον εις γνώσιν της κυβερνήσεως και τα οποία αποδεικνύουν ότι τα επεισόδια είχον οργανωθή. Ο αρχηγός της αντιπολιτεύσεως διεκόπτετο συχνά υπό βουλευτών της πλειοψηφίας, ενώ εις πολλάς περιπτώσεις η συνεδρίασις διεκόπη. Κατά τον ομιλητήν, οι παραγωγοί καπνού δεν είχον λόγους να προβούν εις ταραχάς, διότι η κυβέρνησις είχεν ήδη λάβει μέτρα διά την αγοράν της παραγωγής των. Εν συνεχεία ανεφέρθη εις τας τιμάς των παλαιών ετών και εις τας ενισχύσεις αι οποίαι εδόθησαν εις τους καλλιεργητάς. [8, 893, 196, 1026]
article-text: Η συζήτησις επί των επεισοδίων της Πενταπόλεως συνεχίσθη χθες εις την βουλήν με έντονον ύφος. Ο κ. υφυπουργός ανέπτυξεν εκτενώς τα στοιχεία τα οποία περιήλθον εις γνώσιν της κυβερνήσεως και τα οποία αποδεικνύουν ότι τα επεισόδια είχον οργανωθή. Ο αρχηγός της αντιπολιτεύσεως διεκόπτετο συχνά υπό βουλευτών της πλειοψηφίας, ενώ εις πολλάς περιπτώσεις η συνεδρίασις διεκόπη. Κατά τον ομιλητήν, οι παραγωγοί καπνού δεν είχον λόγους να προβούν εις ταραχάς, διότι η κυβέρνησις είχεν ήδη λάβει μέτρα διά την αγοράν της παραγωγής των. Εν συνεχεία ανεφέρθη εις τας τιμάς των παλαιών ετών και εις τας ενισχύσεις αι οποίαι εδόθησαν εις τους καλλιεργητάς. [204, 338, 400, 462]
deck-line-2: ΚΑΙ ΕΙΣ ΤΑ ΜΙΚΡΑ ΧΩΡΙΑ [697, 206, 893, 227]
brief-headline: ΑΠΗΛΛΑΓΗ ΝΕΑΡΟΣ ΤΗΣ ΚΑΤΗΓΟΡΙΑΣ ΑΠΟΠΕΙΡΑΣ ΦΟΝΟΥ [623, 1233, 967, 1245]
headline-cyprus-4: Άπέρριψε τάς διαμαρτυρίας τής Άγκύρας [1055, 222, 1462, 247]
article-text: Η κυπριακή αντιπροσωπεία εις τα Ηνωμένα Έθνη διεκήρυξεν ότι η Κύπρος έχει το δικαίωμα να εξοπλίζεται διά να αντιμετωπίση τας απειλάς της Τουρκίας. Η κυβέρνησις της Λευκωσίας απέρριψε τας διαμαρτυρίας της Άγκύρας διά τας προμηθείας πολεμικού υλικού. Ο μεσολαβητής αναμένεται να υποβάλη νέας ιδέας διά την λύσιν του κυπριακού προβλήματος. Εις τας συνομιλίας μετέχουν οι αντιπρόσωποι των ενδιαφερομένων κυβερνήσεων. [984, 627, 1159, 724]
headline-cyprus-6: «ΝΕΑΣ ΙΔΕΑΣ» ΘΑ ΥΠΟΒΑΛΗ Ο ΜΕΣΟΛΑΒΗΤΗΣ [1033, 294, 1523, 321]
brief-headline: ΝΕΦΟΣΚΕΠΗΣ ΜΕ ΒΡΟΧΑΣ ΘΑ ΕΙΝΑΙ Ο ΚΑΙΡΟΣ [634, 1436, 957, 1450]
brief-heading: Η ΘΥΓΑΤΗΡ ΤΟΥ κ. ΤΖΟΝΣΟΝ ΕΙΣ ΣΧΟΛΗΝ ΝΟΣΟΚΟΜΩΝ [984, 1862, 1241, 1884]
article-text: Η συζήτησις επί των επεισοδίων της Πενταπόλεως συνεχίσθη χθες εις την βουλήν με έντονον ύφος. Ο κ. υφυπουργός ανέπτυξεν εκτενώς τα στοιχεία τα οποία περιήλθον εις γνώσιν της κυβερνήσεως και τα οποία αποδεικνύουν ότι τα επεισόδια είχον οργανωθή. Ο αρχηγός της αντιπολιτεύσεως διεκόπτετο συχνά υπό βουλευτών της πλειοψηφίας, ενώ εις πολλάς περιπτώσεις η συνεδρίασις διεκόπη. Κατά τον ομιλητήν, οι παραγωγοί καπνού δεν είχον λόγους να προβούν εις ταραχάς, διότι η κυβέρνησις είχεν ήδη λάβει μέτρα διά την αγοράν της παραγωγής των. Εν συνεχεία ανεφέρθη εις τας τιμάς των παλαιών ετών και εις τας ενισχύσεις αι οποίαι εδόθησαν εις τους καλλιεργητάς. [8, 354, 196, 486]
article-text: Η κυπριακή αντιπροσωπεία εις τα Ηνωμένα Έθνη διεκήρυξεν ότι η Κύπρος έχει το δικαίωμα να εξοπλίζεται διά να αντιμετωπίση τας απειλάς της Τουρκίας. Η κυβέρνησις της Λευκωσίας απέρριψε τας διαμαρτυρίας της Άγκύρας διά τας προμηθείας πολεμικού υλικού. Ο μεσολαβητής αναμένεται να υποβάλη νέας ιδέας διά την λύσιν του κυπριακού προβλήματος. Εις τας συνομιλίας μετέχουν οι αντιπρόσωποι των ενδιαφερομένων κυβερνήσεων. [1249, 1416, 1534, 1470]
brief-heading: 200.000 ΤΟΥΡΙΣΤΑΙ ΕΙΣ ΤΟ ΚΑΡΝΑΒΑΛΙ ΤΟΥ ΡΙΟΥ ΙΑΝΕΪΡΟΥ [794, 364, 971, 386]
article-text: Η συζήτησις επί των επεισοδίων της Πενταπόλεως συνεχίσθη χθες εις την βουλήν με έντονον ύφος. Ο κ. υφυπουργός ανέπτυξεν εκτενώς τα στοιχεία τα οποία περιήλθον εις γνώσιν της κυβερνήσεως και τα οποία αποδεικνύουν ότι τα επεισόδια είχον οργανωθή. Ο αρχηγός της αντιπολιτεύσεως διεκόπτετο συχνά υπό βουλευτών της πλειοψηφίας, ενώ εις πολλάς περιπτώσεις η συνεδρίασις διεκόπη. Κατά τον ομιλητήν, οι παραγωγοί καπνού δεν είχον λόγους να προβούν εις ταραχάς, διότι η κυβέρνησις είχεν ήδη λάβει μέτρα διά την αγοράν της παραγωγής των. Εν συνεχεία ανεφέρθη εις τας τιμάς των παλαιών ετών και εις τας ενισχύσεις αι οποίαι εδόθησαν εις τους καλλιεργητάς. [204, 1636, 400, 1759]
article-text: Η κυπριακή αντιπροσωπεία εις τα Ηνωμένα Έθνη διεκήρυξεν ότι η Κύπρος έχει το δικαίωμα να εξοπλίζεται διά να αντιμετωπίση τας απειλάς της Τουρκίας. Η κυβέρνησις της Λευκωσίας απέρριψε τας διαμαρτυρίας της Άγκύρας διά τας προμηθείας πολεμικού υλικού. Ο μεσολαβητής αναμένεται να υποβάλη νέας ιδέας διά την λύσιν του κυπριακού προβλήματος. Εις τας συνομιλίας μετέχουν οι αντιπρόσωποι των ενδιαφερομένων κυβερνήσεων. [1166, 338, 1343, 435]
brief-heading: ΑΝΑΚΡΙΣΙΣ ΚΑΤΑ ΤΟΥ ΔΗΜΑΡΧΟΥ ΤΗΣ ΡΟΔΟΥ [984, 1346, 1241, 1360]
article-column [8, 1498, 196, 2296]
brief-subheading: ΗΠΕΙΛΗΣΕ ΜΕ ΜΑΧΑΙΡΑΝ ΤΗΝ ΣΥΖΥΓΟΝ ΤΟΥ [1027, 1269, 1198, 1279]
brief-headline: ΠΛΕΟΝ ΤΩΝ 80.000 ΕΓΚΛΗΜΑΤΙΩΝ ΠΟΛΕΜΟΥ ΚΑΤΕΔΙΚΑΣΘΗΣΑΝ ΑΠΟ ΤΟ 1945 ΥΠΟ ΤΩΝ ΔΙΚΑΣΤΗΡΙΩΝ ΔΙΑΦΟΡΩΝ ΧΩΡΩΝ [1252, 2016, 1531, 2058]
headline-pension: 30.000 συνταξιούχοι τού ΤΕΒΕ [659, 58, 1005, 88]
article-text: Η συζήτησις επί των επεισοδίων της Πενταπόλεως συνεχίσθη χθες εις την βουλήν με έντονον ύφος. Ο κ. υφυπουργός ανέπτυξεν εκτενώς τα στοιχεία τα οποία περιήλθον εις γνώσιν της κυβερνήσεως και τα οποία αποδεικνύουν ότι τα επεισόδια είχον οργανωθή. Ο αρχηγός της αντιπολιτεύσεως διεκόπτετο συχνά υπό βουλευτών της πλειοψηφίας, ενώ εις πολλάς περιπτώσεις η συνεδρίασις διεκόπη. Κατά τον ομιλητήν, οι παραγωγοί καπνού δεν είχον λόγους να προβούν εις ταραχάς, διότι η κυβέρνησις είχεν ήδη λάβει μέτρα διά την αγοράν της παραγωγής των. Εν συνεχεία ανεφέρθη εις τας τιμάς των παλαιών ετών και εις τας ενισχύσεις αι οποίαι εδόθησαν εις τους καλλιεργητάς. [8, 1760, 196, 1892]
brief-heading: ΤΑ ΟΚΤΩ ΔΕΚΑΤΑ ΤΩΝ ΝΕΩΝ ΔΗΜΑΡΧΩΝ ΑΝΗΚΟΥΝ ΕΙΣ ΤΗΝ ΕΝ. ΚΕΝΤΡΟΥ [799, 626, 966, 655]
headline-main-2: ποιοι ώργάνωσαν τά επεισόδια είς Πεντάπολιν [131, 121, 720, 165]
article-text: Η κυπριακή αντιπροσωπεία εις τα Ηνωμένα Έθνη διεκήρυξεν ότι η Κύπρος έχει το δικαίωμα να εξοπλίζεται διά να αντιμετωπίση τας απειλάς της Τουρκίας. Η κυβέρνησις της Λευκωσίας απέρριψε τας διαμαρτυρίας της Άγκύρας διά τας προμηθείας πολεμικού υλικού. Ο μεσολαβητής αναμένεται να υποβάλη νέας ιδέας διά την λύσιν του κυπριακού προβλήματος. Εις τας συνομιλίας μετέχουν οι αντιπρόσωποι των ενδιαφερομένων κυβερνήσεων. [1351, 441, 1534, 529]
headline-pension-3: διπλασίαν καί πλέον αύξησιν [650, 138, 1001, 168]
headline-main: Άπεδείχθη διά στοιχείων είς τήν βουλήν [103, 58, 692, 102]
article-column [204, 338, 400, 1406]
article-text: Η συζήτησις επί των επεισοδίων της Πενταπόλεως συνεχίσθη χθες εις την βουλήν με έντονον ύφος. Ο κ. υφυπουργός ανέπτυξεν εκτενώς τα στοιχεία τα οποία περιήλθον εις γνώσιν της κυβερνήσεως και τα οποία αποδεικνύουν ότι τα επεισόδια είχον οργανωθή. Ο αρχηγός της αντιπολιτεύσεως διεκόπτετο συχνά υπό βουλευτών της πλειοψηφίας, ενώ εις πολλάς περιπτώσεις η συνεδρίασις διεκόπη. Κατά τον ομιλητήν, οι παραγωγοί καπνού δεν είχον λόγους να προβούν εις ταραχάς, διότι η κυβέρνησις είχεν ήδη λάβει μέτρα διά την αγοράν της παραγωγής των. Εν συνεχεία ανεφέρθη εις τας τιμάς των παλαιών ετών και εις τας ενισχύσεις αι οποίαι εδόθησαν εις τους καλλιεργητάς. [8, 1629, 196, 1761]
article-text: Η συζήτησις επί των επεισοδίων της Πενταπόλεως συνεχίσθη χθες εις την βουλήν με έντονον ύφος. Ο κ. υφυπουργός ανέπτυξεν εκτενώς τα στοιχεία τα οποία περιήλθον εις γνώσιν της κυβερνήσεως και τα οποία αποδεικνύουν ότι τα επεισόδια είχον οργανωθή. Ο αρχηγός της αντιπολιτεύσεως διεκόπτετο συχνά υπό βουλευτών της πλειοψηφίας, ενώ εις πολλάς περιπτώσεις η συνεδρίασις διεκόπη. Κατά τον ομιλητήν, οι παραγωγοί καπνού δεν είχον λόγους να προβούν εις ταραχάς, διότι η κυβέρνησις είχεν ήδη λάβει μέτρα διά την αγοράν της παραγωγής των. Εν συνεχεία ανεφέρθη εις τας τιμάς των παλαιών ετών και εις τας ενισχύσεις αι οποίαι εδόθησαν εις τους καλλιεργητάς. [204, 476, 400, 599]
article-text-block [619, 1462, 971, 1615]
article-column [1166, 338, 1343, 992]
article-text: Ο υπουργός των οικονομικών ανακοίνωσεν ότι η αύξησις των συντάξεων θα δοθή αναδρομικώς από της αρχής του έτους. Το μέτρον επεξετάθη και εις τους κατοίκους των μικρών χωρίων, οι οποίοι μέχρι τούδε δεν είχον δικαίωμα συντάξεως. Αι σχετικαί αποφάσεις θα εφαρμοσθούν αμέσως μετά την έγκρισιν του νομοσχεδίου υπό της βουλής. Ούτω θα ωφεληθούν περί τους τριάκοντα χιλιάδας συνταξιούχους του ταμείου. [619, 327, 788, 415]
brief-headline: ΕΠΛΗΞΕ ΔΙΑ ΜΑΧΑΙΡΑΣ ΤΗΝ ΕΡΩΜΕΝΗΝ ΤΟΥ ΠΑΤΡΟΣ ΤΟΥ [638, 1253, 952, 1282]
section-heading: ΔΙΑΨΕΥΣΙΣ ΤΟΥ ΙΝΟΝΟΥ [1190, 741, 1319, 753]
article-text: Η κυπριακή αντιπροσωπεία εις τα Ηνωμένα Έθνη διεκήρυξεν ότι η Κύπρος έχει το δικαίωμα να εξοπλίζεται διά να αντιμετωπίση τας απειλάς της Τουρκίας. Η κυβέρνησις της Λευκωσίας απέρριψε τας διαμαρτυρίας της Άγκύρας διά τας προμηθείας πολεμικού υλικού. Ο μεσολαβητής αναμένεται να υποβάλη νέας ιδέας διά την λύσιν του κυπριακού προβλήματος. Εις τας συνομιλίας μετέχουν οι αντιπρόσωποι των ενδιαφερομένων κυβερνήσεων. [984, 1886, 1241, 1948]
article-text-block [619, 1279, 971, 1411]
article-column [1249, 1244, 1534, 2004]
section-heading: ΑΝΑΚΟΙΝΩΣΙΣ ΤΗΣ ΜΟΣΧΑΣ [1316, 1352, 1466, 1363]
article-text: Ο υπουργός των οικονομικών ανακοίνωσεν ότι η αύξησις των συντάξεων θα δοθή αναδρομικώς από της αρχής του έτους. Το μέτρον επεξετάθη και εις τους κατοίκους των μικρών χωρίων, οι οποίοι μέχρι τούδε δεν είχον δικαίωμα συντάξεως. Αι σχετικαί αποφάσεις θα εφαρμοσθούν αμέσως μετά την έγκρισιν του νομοσχεδίου υπό της βουλής. Ούτω θα ωφεληθούν περί τους τριάκοντα χιλιάδας συνταξιούχους του ταμείου. [619, 1322, 971, 1366]
article-text: Ο υπουργός των οικονομικών ανακοίνωσεν ότι η αύξησις των συντάξεων θα δοθή αναδρομικώς από της αρχής του έτους. Το μέτρον επεξετάθη και εις τους κατοίκους των μικρών χωρίων, οι οποίοι μέχρι τούδε δεν είχον δικαίωμα συντάξεως. Αι σχετικαί αποφάσεις θα εφαρμοσθούν αμέσως μετά την έγκρισιν του νομοσχεδίου υπό της βουλής. Ούτω θα ωφεληθούν περί τους τριάκοντα χιλιάδας συνταξιούχους του ταμείου. [619, 2077, 971, 2121]
